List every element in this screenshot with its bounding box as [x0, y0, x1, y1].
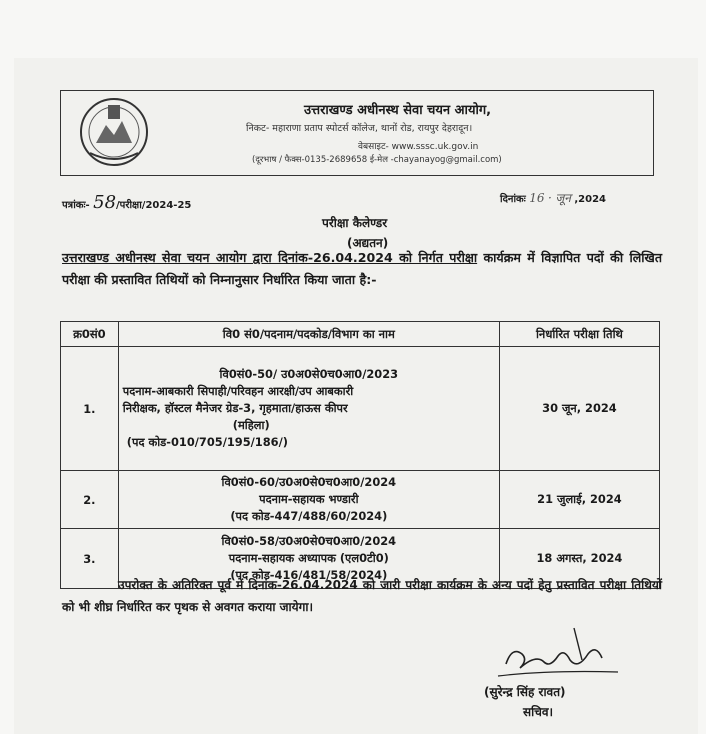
closing-paragraph: उपरोक्त के अतिरिक्त पूर्व में दिनांक-26.04.2024 को जारी परीक्षा कार्यक्रम के अन्य पदों हेतु प्रस्तावित परीक्षा तिथियों को भी शीघ्र निर्धारित कर पृथक से अवगत कराया जायेगा।	[62, 578, 662, 614]
exam-schedule-table	[60, 321, 660, 589]
post-line: वि0सं0-60/उ0अ0से0च0आ0/2024	[221, 475, 397, 489]
post-line: (महिला)	[232, 418, 270, 432]
post-line: (पद कोड-010/705/195/186/)	[126, 435, 288, 449]
row-exam-date: 30 जून, 2024	[499, 347, 659, 471]
date-year: ,2024	[574, 194, 607, 205]
letter-date: दिनांकः 16 · जून ,2024	[500, 191, 607, 205]
post-line: पदनाम-सहायक अध्यापक (एल0टी0)	[228, 551, 389, 565]
row-exam-date: 18 अगस्त, 2024	[499, 529, 659, 589]
table-row	[61, 471, 660, 529]
reference-handwritten-number: 58	[93, 192, 117, 213]
commission-emblem-icon	[66, 95, 162, 169]
document-subtitle: (अद्यतन)	[347, 236, 389, 250]
post-line: वि0सं0-58/उ0अ0से0च0आ0/2024	[221, 534, 397, 548]
post-line: निरीक्षक, हॉस्टल मैनेजर ग्रेड-3, गृहमाता/हाऊस कीपर	[122, 401, 348, 415]
intro-lead: उत्तराखण्ड अधीनस्थ सेवा चयन आयोग द्वारा दिनांक-26.04.2024 को निर्गत परीक्षा	[62, 250, 478, 265]
post-line: (पद कोड-447/488/60/2024)	[230, 509, 388, 523]
row-sno: 3.	[61, 529, 119, 589]
intro-paragraph	[62, 247, 662, 291]
row-sno: 1.	[61, 347, 119, 471]
reference-label: पत्रांकः-	[62, 200, 90, 211]
org-title: उत्तराखण्ड अधीनस्थ सेवा चयन आयोग,	[304, 103, 492, 118]
signatory-designation: सचिव।	[523, 705, 554, 719]
row-post-details	[118, 347, 499, 471]
post-line: पदनाम-आबकारी सिपाही/परिवहन आरक्षी/उप आबकारी	[122, 384, 354, 398]
signatory-name: (सुरेन्द्र सिंह रावत)	[484, 685, 566, 699]
reference-suffix: /परीक्षा/2024-25	[116, 200, 192, 211]
org-contact: (दूरभाष / फैक्स-0135-2689658 ई-मेल -chayanayog@gmail.com)	[252, 155, 502, 165]
date-day: 16	[529, 191, 545, 205]
org-address: निकट- महाराणा प्रताप स्पोटर्स कॉलेज, थानों रोड, रायपुर देहरादून।	[246, 123, 473, 134]
post-line: पदनाम-सहायक भण्डारी	[259, 492, 359, 506]
header-sno: क्र0सं0	[61, 322, 119, 347]
header-post: वि0 सं0/पदनाम/पदकोड/विभाग का नाम	[118, 322, 499, 347]
date-label: दिनांकः	[500, 194, 526, 205]
intro-rest: कार्यक्रम में विज्ञापित पदों की लिखित परीक्षा की प्रस्तावित तिथियों को निम्नानुसार निर्धारित किया जाता है:-	[62, 250, 662, 287]
org-website: वेबसाइट- www.sssc.uk.gov.in	[358, 142, 479, 152]
post-line: (पद कोड-416/481/58/2024)	[230, 568, 388, 582]
row-exam-date: 21 जुलाई, 2024	[499, 471, 659, 529]
reference-number	[62, 192, 191, 213]
date-month: जून	[555, 191, 571, 205]
document-title: परीक्षा कैलेण्डर	[322, 216, 388, 230]
row-post-details	[118, 471, 499, 529]
signature-icon	[478, 624, 628, 684]
table-header-row	[61, 322, 660, 347]
table-row	[61, 347, 660, 471]
header-exam-date: निर्धारित परीक्षा तिथि	[499, 322, 659, 347]
row-sno: 2.	[61, 471, 119, 529]
post-line: वि0सं0-50/ उ0अ0से0च0आ0/2023	[219, 367, 399, 381]
